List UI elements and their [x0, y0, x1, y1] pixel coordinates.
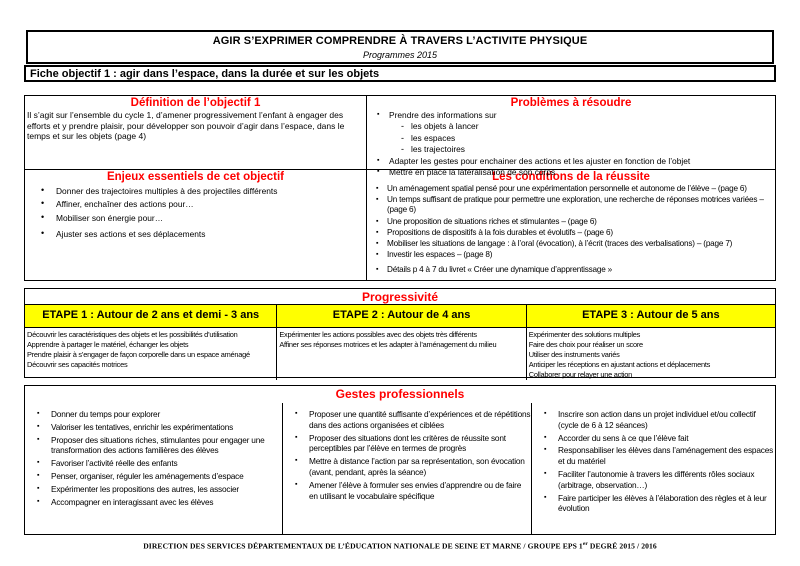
- list-item: ▪ Accompagner en interagissant avec les élèves: [25, 497, 282, 508]
- document-title: AGIR S’EXPRIMER COMPRENDRE À TRAVERS L’ACTIVITE PHYSIQUE: [212, 35, 588, 47]
- definition-cell: [25, 96, 367, 169]
- footer-text-end: DEGRÉ 2015 / 2016: [587, 541, 657, 551]
- list-item: • Donner des trajectoires multiples à des projectiles différents: [25, 186, 366, 196]
- footer-superscript: er: [582, 541, 588, 547]
- etape-2-header: ETAPE 2 : Autour de 4 ans: [277, 305, 526, 327]
- list-item: Apprendre à partager le matériel, échanger les objets: [27, 340, 189, 349]
- list-item: • Mobiliser son énergie pour…: [25, 213, 366, 223]
- list-item: ▪ Faciliter l’autonomie à travers les différents rôles sociaux (arbitrage, observation…): [532, 469, 775, 491]
- list-item: ▪ Proposer des situations dont les critères de réussite sont perceptibles par l’élève en termes de progrès: [283, 433, 531, 455]
- list-item: ▪ Mobiliser les situations de langage : à l’oral (évocation), à l’écrit (traces des verbalisations) – (page 7): [367, 239, 775, 249]
- gestes-column-1: [25, 403, 283, 534]
- list-item: Expérimenter les actions possibles avec des objets très différents: [279, 330, 477, 339]
- list-item: - les trajectoires: [367, 144, 775, 154]
- etape-header-row: [25, 304, 775, 328]
- progressivite-table: [24, 288, 776, 378]
- etape-2-column: [277, 328, 526, 380]
- objectif-table: [24, 95, 776, 281]
- list-item: ▪ Donner du temps pour explorer: [25, 409, 282, 420]
- gestes-title: Gestes professionnels: [335, 387, 465, 401]
- definition-title: Définition de l’objectif 1: [130, 97, 261, 109]
- list-item: ▪ Penser, organiser, réguler les aménagements d’espace: [25, 471, 282, 482]
- list-item: ▪ Amener l’élève à formuler ses envies d’apprendre ou de faire en utilisant le vocabulaire spécifique: [283, 480, 531, 502]
- list-item: Expérimenter des solutions multiples: [528, 330, 641, 339]
- list-item: ▪ Un aménagement spatial pensé pour une expérimentation personnelle et autonome de l’élève – (page 6): [367, 184, 775, 194]
- list-item: Anticiper les réceptions en ajustant actions et déplacements: [528, 360, 711, 369]
- gestes-column-2: [283, 403, 532, 534]
- list-item: ▪ Expérimenter les propositions des autres, les associer: [25, 484, 282, 495]
- list-item: ▪ Mettre en place la latéralisation de son corps: [367, 167, 775, 177]
- list-item: Prendre plaisir à s’engager de façon corporelle dans un espace aménagé: [27, 350, 250, 359]
- gestes-table: [24, 385, 776, 535]
- list-item: ▪ Faire participer les élèves à l’élaboration des règles et à leur évolution: [532, 493, 775, 515]
- list-item: ▪ Valoriser les tentatives, enrichir les expérimentations: [25, 422, 282, 433]
- list-item: - les objets à lancer: [367, 121, 775, 131]
- enjeux-cell: [25, 170, 367, 280]
- fiche-title-bar: Fiche objectif 1 : agir dans l’espace, dans la durée et sur les objets: [24, 65, 776, 82]
- gestes-column-3: [532, 403, 775, 534]
- conditions-cell: [367, 170, 775, 280]
- list-item: Découvrir ses capacités motrices: [27, 360, 128, 369]
- list-item: ▪ Investir les espaces – (page 8): [367, 250, 775, 260]
- footer-text: [24, 541, 776, 551]
- problemes-title: Problèmes à résoudre: [510, 97, 632, 109]
- list-item: ▪ Prendre des informations sur: [367, 110, 775, 120]
- definition-text: Il s’agit sur l’ensemble du cycle 1, d’amener progressivement l’enfant à engager des efforts et y prendre plaisir, pour développer son pouvoir d’agir dans l’espace, dans le temps et sur les objets (page 4): [27, 110, 345, 142]
- list-item: ▪ Inscrire son action dans un projet individuel et/ou collectif (cycle de 6 à 12 séances): [532, 409, 775, 431]
- document-header: [26, 30, 774, 64]
- list-item: Faire des choix pour réaliser un score: [528, 340, 643, 349]
- list-item: Collaborer pour relayer une action: [528, 370, 632, 379]
- list-item: ▪ Propositions de dispositifs à la fois durables et évolutifs – (page 6): [367, 228, 775, 238]
- list-item: ▪ Adapter les gestes pour enchainer des actions et les ajuster en fonction de l’objet: [367, 156, 775, 166]
- list-item: ▪ Un temps suffisant de pratique pour permettre une exploration, une recherche de réponses motrices variées – (page 6): [367, 195, 775, 215]
- list-item: ▪ Proposer des situations riches, stimulantes pour engager une transformation des actions familières des élèves: [25, 435, 282, 457]
- progressivite-title: Progressivité: [361, 290, 439, 304]
- etape-1-header: ETAPE 1 : Autour de 2 ans et demi - 3 ans: [25, 305, 277, 327]
- list-item: ▪ Mettre à distance l’action par sa représentation, son évocation (avant, pendant, après la séance): [283, 456, 531, 478]
- programmes-subtitle: Programmes 2015: [362, 50, 438, 60]
- footer-text-main: DIRECTION DES SERVICES DÉPARTEMENTAUX DE L’ÉDUCATION NATIONALE DE SEINE ET MARNE / GROUPE EPS 1: [143, 541, 583, 551]
- list-item: ▪ Favoriser l’activité réelle des enfants: [25, 458, 282, 469]
- list-item: ▪ Responsabiliser les élèves dans l’aménagement des espaces et du matériel: [532, 445, 775, 467]
- list-item: ▪ Une proposition de situations riches et stimulantes – (page 6): [367, 217, 775, 227]
- etape-3-column: [527, 328, 775, 380]
- list-item: Utiliser des instruments variés: [528, 350, 620, 359]
- list-item: ▪ Proposer une quantité suffisante d’expériences et de répétitions dans des actions organisées et ciblées: [283, 409, 531, 431]
- list-item: • Affiner, enchaîner des actions pour…: [25, 199, 366, 209]
- list-item: ▪ Accorder du sens à ce que l’élève fait: [532, 433, 775, 444]
- list-item: • Ajuster ses actions et ses déplacements: [25, 229, 366, 239]
- enjeux-title: Enjeux essentiels de cet objectif: [106, 171, 285, 183]
- list-item: Découvrir les caractéristiques des objets et les possibilités d’utilisation: [27, 330, 238, 339]
- etape-3-header: ETAPE 3 : Autour de 5 ans: [582, 309, 720, 321]
- list-item: ▪ Détails p 4 à 7 du livret « Créer une dynamique d’apprentissage »: [367, 265, 775, 275]
- list-item: - les espaces: [367, 133, 775, 143]
- conditions-title: Les conditions de la réussite: [492, 171, 650, 183]
- etape-1-column: [25, 328, 277, 380]
- list-item: Affiner ses réponses motrices et les adapter à l’aménagement du milieu: [279, 340, 497, 349]
